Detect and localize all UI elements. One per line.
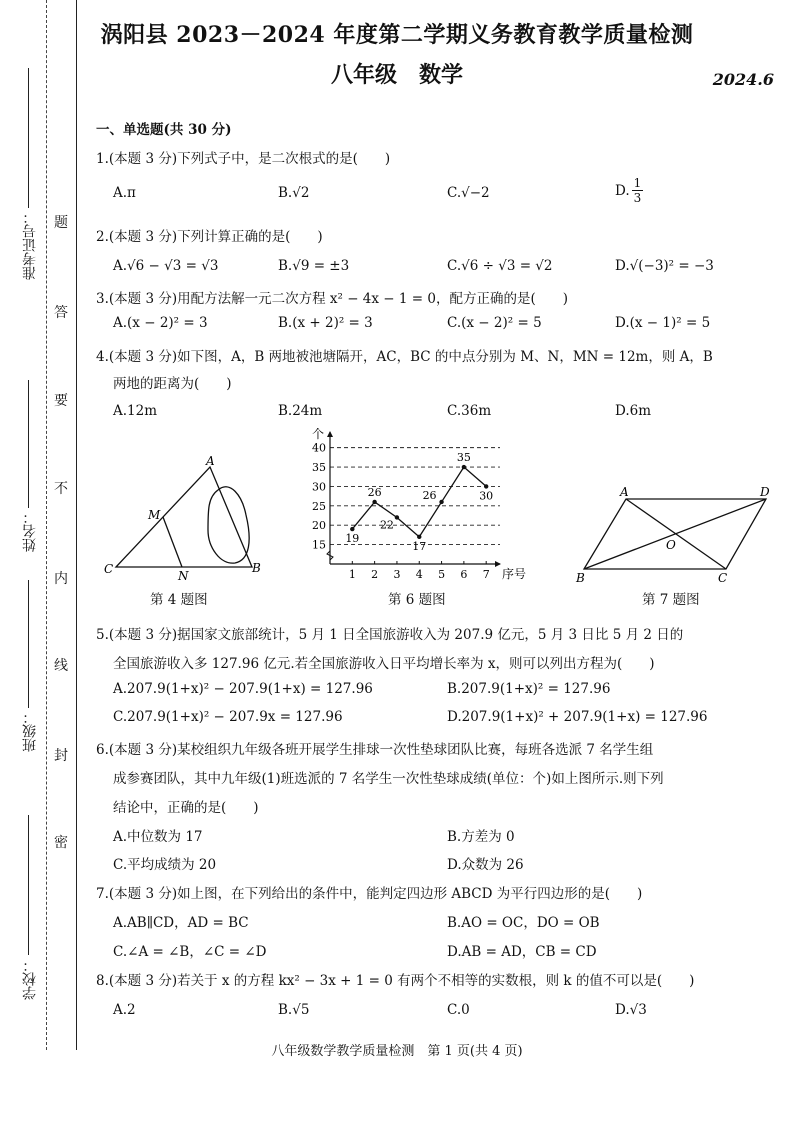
- x-tick-label: 6: [460, 568, 468, 581]
- section-heading: 一、单选题(共 30 分): [96, 122, 232, 138]
- q7-option-a: A.AB∥CD，AD = BC: [113, 915, 249, 931]
- q4-option-c: C.36m: [447, 403, 492, 419]
- q8-option-d: D.√3: [615, 1002, 647, 1018]
- y-tick-label: 25: [312, 499, 326, 513]
- seal-char: 密: [54, 835, 68, 851]
- q8-option-b: B.√5: [278, 1002, 310, 1018]
- data-point: [350, 527, 354, 531]
- seal-char: 不: [54, 481, 68, 497]
- fraction: [632, 176, 644, 205]
- question-8-stem: 8.(本题 3 分)若关于 x 的方程 kx² − 3x + 1 = 0 有两个不相等的实数根，则 k 的值不可以是( ): [96, 973, 695, 989]
- exam-title: 涡阳县 2023－2024 年度第二学期义务教育教学质量检测: [100, 22, 694, 48]
- data-label: 35: [456, 451, 471, 465]
- q6-option-d: D.众数为 26: [447, 857, 524, 873]
- q8-option-c: C.0: [447, 1002, 470, 1018]
- seal-char: 要: [54, 393, 68, 409]
- seal-char: 答: [54, 305, 68, 321]
- page-footer: 八年级数学教学质量检测 第 1 页(共 4 页): [271, 1044, 523, 1059]
- y-tick-label: 35: [312, 461, 326, 475]
- x-tick-label: 1: [348, 568, 356, 581]
- q1-option-c: C.√−2: [447, 185, 490, 201]
- x-axis-arrow: [495, 561, 501, 567]
- x-tick-label: 7: [482, 568, 490, 581]
- question-5-stem-cont: 全国旅游收入多 127.96 亿元.若全国旅游收入日平均增长率为 x，则可以列出方程为( ): [113, 656, 655, 672]
- data-point: [462, 465, 466, 469]
- seal-char: 线: [54, 658, 68, 674]
- data-label: 17: [412, 539, 427, 553]
- question-4-stem-cont: 两地的距离为( ): [113, 376, 232, 392]
- question-2-stem: 2.(本题 3 分)下列计算正确的是( ): [96, 229, 323, 245]
- question-4-stem: 4.(本题 3 分)如下图，A，B 两地被池塘隔开，AC，BC 的中点分别为 M、N，MN = 12m，则 A，B: [96, 349, 713, 365]
- figure-7-caption: 第 7 题图: [642, 592, 700, 608]
- figure-4-caption: 第 4 题图: [150, 592, 208, 608]
- q2-option-b: B.√9 = ±3: [278, 258, 350, 274]
- x-tick-label: 3: [393, 568, 401, 581]
- exam-subtitle: 八年级 数学: [330, 62, 463, 88]
- data-point: [395, 515, 399, 519]
- figure-6-caption: 第 6 题图: [388, 592, 446, 608]
- question-7-stem: 7.(本题 3 分)如上图，在下列给出的条件中，能判定四边形 ABCD 为平行四边形的是( ): [96, 886, 643, 902]
- point-label: A: [620, 485, 629, 499]
- x-axis-unit: 序号: [502, 567, 527, 581]
- name-blank[interactable]: [28, 380, 29, 508]
- q1-option-a: A.π: [113, 185, 136, 201]
- data-label: 22: [379, 518, 394, 532]
- school-label: 学校：: [22, 958, 38, 1000]
- data-label: 19: [345, 532, 360, 546]
- q2-option-c: C.√6 ÷ √3 = √2: [447, 258, 553, 274]
- point-label: B: [252, 561, 261, 575]
- y-tick-label: 20: [312, 519, 326, 533]
- school-blank[interactable]: [28, 815, 29, 955]
- class-blank[interactable]: [28, 580, 29, 708]
- pond-shape: [208, 487, 249, 563]
- q2-option-a: A.√6 − √3 = √3: [113, 258, 219, 274]
- y-tick-label: 15: [312, 538, 326, 552]
- x-tick-label: 4: [415, 568, 423, 581]
- data-label: 26: [367, 485, 382, 499]
- point-label: O: [666, 538, 676, 552]
- diagonal-bd: [584, 499, 766, 569]
- point-label: C: [718, 571, 728, 585]
- point-label: M: [148, 508, 161, 522]
- figure-7-parallelogram: [570, 485, 780, 585]
- question-6-stem-cont: 结论中，正确的是( ): [113, 800, 259, 816]
- figure-4-triangle: [100, 455, 270, 585]
- point-label: N: [178, 569, 189, 583]
- point-label: D: [760, 485, 770, 499]
- q7-option-b: B.AO = OC，DO = OB: [447, 915, 600, 931]
- fraction-numerator: 1: [633, 176, 642, 190]
- y-axis-arrow: [327, 431, 333, 437]
- point-label: A: [206, 455, 215, 468]
- q6-option-c: C.平均成绩为 20: [113, 857, 217, 873]
- class-label: 班级：: [22, 710, 38, 752]
- data-label: 30: [479, 489, 494, 503]
- segment-mn: [163, 517, 182, 567]
- seal-char: 封: [54, 748, 68, 764]
- question-6-stem: 6.(本题 3 分)某校组织九年级各班开展学生排球一次性垫球团队比赛，每班各选派 7 名学生组: [96, 742, 654, 758]
- seal-line: [76, 0, 77, 1050]
- q3-option-c: C.(x − 2)² = 5: [447, 315, 542, 331]
- exam-id-blank[interactable]: [28, 68, 29, 208]
- point-label: C: [104, 562, 114, 576]
- q3-option-d: D.(x − 1)² = 5: [615, 315, 711, 331]
- q3-option-a: A.(x − 2)² = 3: [113, 315, 208, 331]
- fraction-denominator: 3: [633, 191, 642, 205]
- q4-option-b: B.24m: [278, 403, 323, 419]
- q3-option-b: B.(x + 2)² = 3: [278, 315, 373, 331]
- q4-option-d: D.6m: [615, 403, 652, 419]
- question-1-stem: 1.(本题 3 分)下列式子中，是二次根式的是( ): [96, 151, 391, 167]
- q6-option-b: B.方差为 0: [447, 829, 515, 845]
- question-5-stem: 5.(本题 3 分)据国家文旅部统计，5 月 1 日全国旅游收入为 207.9 亿元，5 月 3 日比 5 月 2 日的: [96, 627, 684, 643]
- x-tick-label: 2: [371, 568, 379, 581]
- exam-date: 2024.6: [712, 70, 774, 89]
- q2-option-d: D.√(−3)² = −3: [615, 258, 714, 274]
- question-6-stem-cont: 成参赛团队，其中九年级(1)班选派的 7 名学生一次性垫球成绩(单位：个)如上图所示.则下列: [113, 771, 664, 787]
- q5-option-c: C.207.9(1+x)² − 207.9x = 127.96: [113, 709, 343, 725]
- seal-char: 内: [54, 571, 68, 587]
- data-point: [417, 535, 421, 539]
- data-point: [439, 500, 443, 504]
- q4-option-a: A.12m: [113, 403, 158, 419]
- figure-6-line-chart: [300, 428, 540, 590]
- triangle-abc: [116, 467, 252, 567]
- q7-option-d: D.AB = AD，CB = CD: [447, 944, 597, 960]
- q5-option-a: A.207.9(1+x)² − 207.9(1+x) = 127.96: [113, 681, 373, 697]
- seal-char: 题: [54, 215, 68, 231]
- series-line: [352, 467, 486, 537]
- data-point: [372, 500, 376, 504]
- question-3-stem: 3.(本题 3 分)用配方法解一元二次方程 x² − 4x − 1 = 0，配方正确的是( ): [96, 291, 568, 307]
- point-label: B: [576, 571, 585, 585]
- q1-option-d-prefix: D.: [615, 182, 630, 199]
- data-label: 26: [422, 488, 437, 502]
- chart-marks: [345, 451, 493, 553]
- name-label: 姓名：: [22, 510, 38, 552]
- q1-option-d: [615, 176, 643, 205]
- exam-id-label: 准考证号：: [22, 210, 38, 280]
- q1-option-b: B.√2: [278, 185, 310, 201]
- y-tick-label: 30: [312, 480, 326, 494]
- chart-grid: [330, 448, 500, 545]
- y-axis-unit: 个: [312, 428, 325, 441]
- y-tick-label: 40: [312, 441, 326, 455]
- dashed-fold-line: [46, 0, 47, 1050]
- q7-option-c: C.∠A = ∠B，∠C = ∠D: [113, 944, 267, 960]
- q8-option-a: A.2: [113, 1002, 136, 1018]
- q6-option-a: A.中位数为 17: [113, 829, 203, 845]
- q5-option-b: B.207.9(1+x)² = 127.96: [447, 681, 611, 697]
- q5-option-d: D.207.9(1+x)² + 207.9(1+x) = 127.96: [447, 709, 708, 725]
- x-tick-label: 5: [438, 568, 446, 581]
- data-point: [484, 484, 488, 488]
